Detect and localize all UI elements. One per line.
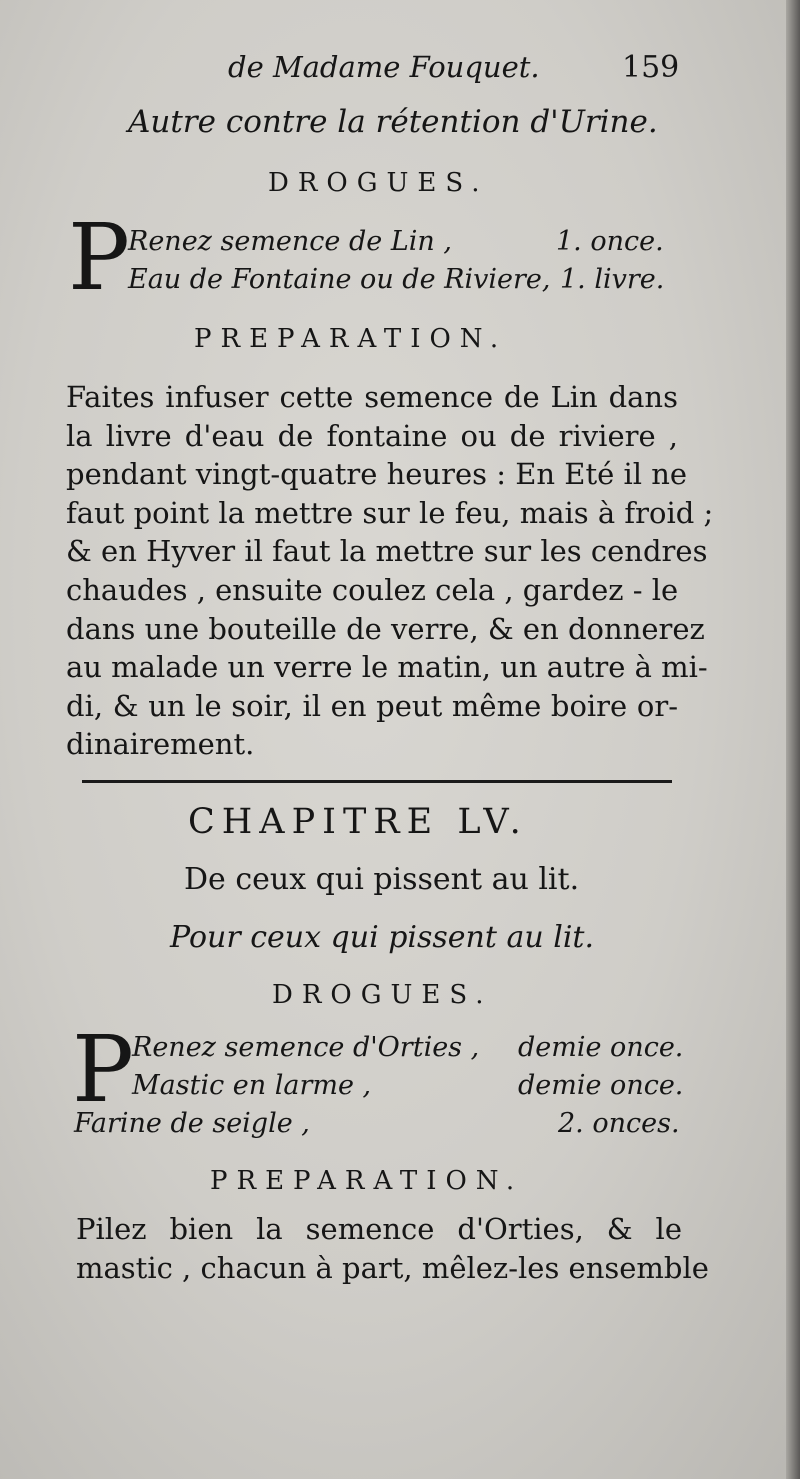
page-edge <box>786 0 800 1479</box>
preparation-heading: PREPARATION. <box>194 324 508 354</box>
preparation-heading: PREPARATION. <box>210 1166 524 1196</box>
ingredient-name: Eau de Fontaine ou de Riviere, <box>128 264 551 295</box>
text-line: la livre d'eau de fontaine ou de riviere , <box>66 418 678 453</box>
text-line: faut point la mettre sur le feu, mais à froid ; <box>66 495 714 530</box>
preparation-text <box>76 1210 709 1287</box>
text-line: au malade un verre le matin, un autre à mi- <box>66 650 708 685</box>
text-line: di, & un le soir, il en peut même boire or- <box>66 688 678 723</box>
ingredient-quantity: 1. livre. <box>560 264 665 295</box>
recipe-title: Pour ceux qui pissent au lit. <box>170 920 594 955</box>
drogues-heading: DROGUES. <box>272 980 493 1010</box>
text-line: mastic , chacun à part, mêlez-les ensemble <box>76 1250 709 1285</box>
ingredient-name: Renez semence d'Orties , <box>132 1032 480 1063</box>
ingredient-quantity: 2. onces. <box>558 1108 680 1139</box>
drop-cap: P <box>68 204 130 311</box>
chapter-title: CHAPITRE LV. <box>188 802 528 842</box>
text-line: chaudes , ensuite coulez cela , gardez - le <box>66 572 679 607</box>
text-line: pendant vingt-quatre heures : En Eté il ne <box>66 457 688 492</box>
ingredient-quantity: 1. once. <box>556 226 664 257</box>
chapter-subtitle: De ceux qui pissent au lit. <box>184 862 580 897</box>
ingredient-name: Mastic en larme , <box>132 1070 372 1101</box>
text-line: Pilez bien la semence d'Orties, & le <box>76 1212 682 1246</box>
section-divider <box>82 780 672 783</box>
text-line: dans une bouteille de verre, & en donnerez <box>66 611 705 646</box>
text-line: dinairement. <box>66 727 255 762</box>
ingredient-quantity: demie once. <box>518 1032 684 1063</box>
text-line: & en Hyver il faut la mettre sur les cendres <box>66 534 708 569</box>
ingredient-quantity: demie once. <box>518 1070 684 1101</box>
ingredient-name: Farine de seigle , <box>74 1108 310 1139</box>
page-number: 159 <box>622 50 680 85</box>
drogues-heading: DROGUES. <box>268 168 489 198</box>
running-title: de Madame Fouquet. <box>228 50 540 84</box>
text-line: Faites infuser cette semence de Lin dans <box>66 380 678 414</box>
ingredient-name: Renez semence de Lin , <box>128 226 452 257</box>
preparation-text <box>66 378 714 764</box>
recipe-title: Autre contre la rétention d'Urine. <box>128 104 658 140</box>
drop-cap: P <box>72 1016 134 1123</box>
